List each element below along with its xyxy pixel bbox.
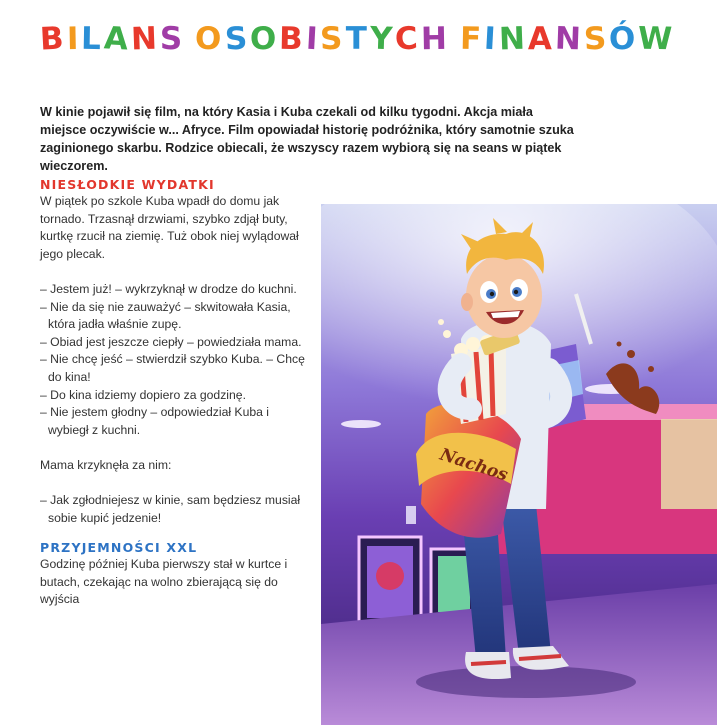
title-letter: B: [39, 20, 68, 58]
title-letter: S: [159, 21, 186, 57]
cinema-illustration: [321, 204, 717, 725]
title-letter: L: [80, 20, 105, 58]
dialogue-line: – Obiad jest jeszcze ciepły – powiedziała mama.: [40, 334, 302, 349]
title-letter: I: [305, 20, 322, 58]
title-letter: S: [319, 20, 347, 58]
page-title: [39, 20, 676, 58]
title-letter: N: [554, 20, 585, 58]
intro-paragraph: W kinie pojawił się film, na który Kasia i Kuba czekali od kilku tygodni. Akcja miała miejsce oczywiście w... Afryce. Film opowiadał historię podróżnika, który samotnie szuka zaginionego skarbu. Rodzice obiecali, że wszyscy razem wybiorą się na seans w piątek wieczorem.: [40, 105, 574, 173]
dialogue-line: – Nie chcę jeść – stwierdził szybko Kuba. – Chcę do kina!: [40, 352, 305, 384]
title-letter: T: [345, 21, 370, 57]
story-paragraph: Mama krzyknęła za nim:: [40, 457, 172, 472]
title-letter: I: [66, 20, 82, 58]
title-letter: A: [103, 20, 132, 58]
section-heading-przyjemnosci: PRZYJEMNOŚCI XXL: [40, 540, 198, 556]
story-paragraph: W piątek po szkole Kuba wpadł do domu jak tornado. Trzasnął drzwiami, szybko zdjął buty, kurtkę rzucił na ziemię. Tuż obok niej wylądował jego plecak.: [40, 194, 299, 261]
title-letter: B: [278, 20, 307, 58]
title-letter: H: [420, 20, 451, 58]
title-letter: I: [483, 20, 500, 58]
story-column: [40, 176, 308, 609]
story-paragraph: Godzinę później Kuba pierwszy stał w kurtce i butach, czekając na wolno zbierającą się do wyjścia: [40, 557, 288, 607]
title-letter: A: [527, 21, 555, 57]
title-letter: N: [498, 20, 529, 58]
title-letter: S: [582, 20, 610, 58]
dialogue-line: – Jestem już! – wykrzyknął w drodze do kuchni.: [40, 281, 297, 296]
nachos-label: Nachos: [437, 444, 511, 486]
dialogue-line: – Jak zgłodniejesz w kinie, sam będziesz musiał sobie kupić jedzenie!: [40, 493, 301, 525]
dialogue-line: – Nie da się nie zauważyć – skwitowała Kasia, która jadła właśnie zupę.: [40, 299, 291, 332]
title-letter: [450, 24, 460, 55]
title-letter: F: [459, 20, 485, 58]
title-letter: Y: [369, 20, 397, 58]
title-letter: S: [223, 20, 251, 58]
title-letter: O: [249, 20, 280, 58]
title-letter: C: [394, 20, 423, 58]
section-heading-wydatki: NIESŁODKIE WYDATKI: [40, 177, 215, 192]
title-letter: W: [638, 20, 676, 58]
title-letter: O: [194, 20, 226, 58]
title-letter: Ó: [608, 20, 639, 58]
dialogue-line: – Nie jestem głodny – odpowiedział Kuba i wybiegł z kuchni.: [40, 405, 269, 437]
title-letter: N: [130, 20, 161, 58]
dialogue-line: – Do kina idziemy dopiero za godzinę.: [40, 387, 246, 402]
